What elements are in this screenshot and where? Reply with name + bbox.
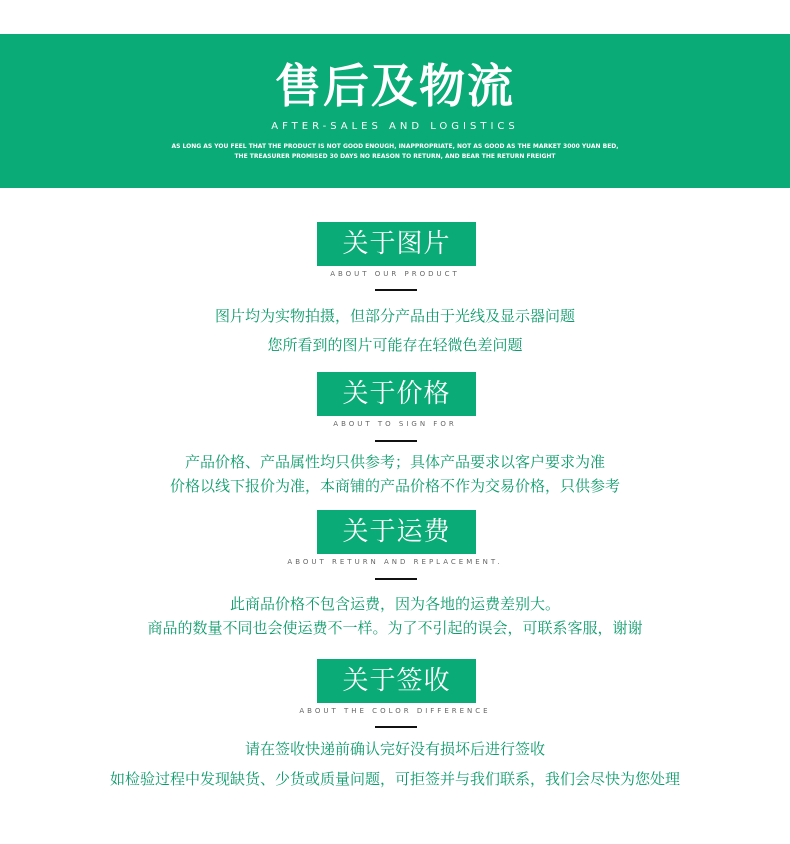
section-divider [375, 578, 417, 580]
section-title: 关于图片 [317, 222, 476, 266]
section-text-line: 产品价格、产品属性均只供参考；具体产品要求以客户要求为准 [184, 453, 605, 471]
section-subtitle: ABOUT TO SIGN FOR [333, 420, 457, 428]
section-text-line: 图片均为实物拍摄，但部分产品由于光线及显示器问题 [214, 307, 575, 325]
section-subtitle: ABOUT OUR PRODUCT [330, 270, 460, 278]
section-title: 关于运费 [317, 510, 476, 554]
section-title: 关于签收 [317, 659, 476, 703]
section-divider [375, 726, 417, 728]
banner-title: 售后及物流 [275, 59, 515, 113]
section-title: 关于价格 [317, 372, 476, 416]
section-subtitle: ABOUT THE COLOR DIFFERENCE [299, 707, 491, 715]
banner-subtitle: AFTER-SALES AND LOGISTICS [271, 121, 519, 132]
after-sales-banner [0, 34, 790, 188]
section-text-line: 您所看到的图片可能存在轻微色差问题 [267, 336, 523, 354]
section-text-line: 如检验过程中发现缺货、少货或质量问题，可拒签并与我们联系，我们会尽快为您处理 [109, 770, 680, 788]
section-text-line: 商品的数量不同也会使运费不一样。为了不引起的误会，可联系客服，谢谢 [147, 619, 643, 637]
section-divider [375, 289, 417, 291]
banner-note-line: AS LONG AS YOU FEEL THAT THE PRODUCT IS NOT GOOD ENOUGH, INAPPROPRIATE, NOT AS GOOD AS THE MARKET 3000 YUAN BED, [171, 143, 619, 150]
section-text-line: 价格以线下报价为准，本商铺的产品价格不作为交易价格，只供参考 [169, 477, 620, 495]
section-subtitle: ABOUT RETURN AND REPLACEMENT. [287, 558, 503, 566]
banner-note-line: THE TREASURER PROMISED 30 DAYS NO REASON TO RETURN, AND BEAR THE RETURN FREIGHT [234, 153, 556, 160]
section-divider [375, 440, 417, 442]
banner-note [0, 142, 790, 162]
section-text-line: 此商品价格不包含运费，因为各地的运费差别大。 [229, 595, 560, 613]
section-text-line: 请在签收快递前确认完好没有损坏后进行签收 [244, 740, 545, 758]
